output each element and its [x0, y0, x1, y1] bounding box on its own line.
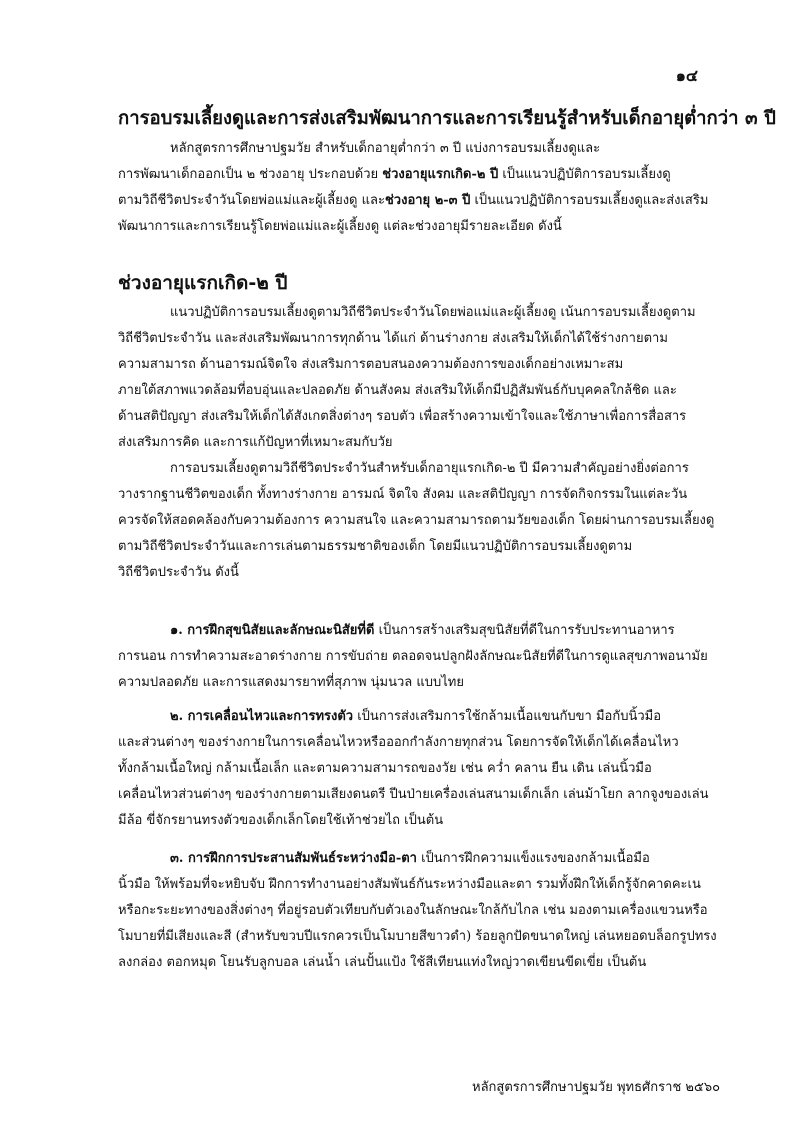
- paragraph-line: การอบรมเลี้ยงดูตามวิถีชีวิตประจำวันสำหรับเด็กอายุแรกเกิด-๒ ปี มีความสำคัญอย่างยิ่งต่อการ: [170, 461, 689, 476]
- paragraph-line: ภายใต้สภาพแวดล้อมที่อบอุ่นและปลอดภัย ด้านสังคม ส่งเสริมให้เด็กมีปฏิสัมพันธ์กับบุคคลใกล้ชิด และ: [118, 383, 677, 398]
- paragraph-line: ด้านสติปัญญา ส่งเสริมให้เด็กได้สังเกตสิ่งต่างๆ รอบตัว เพื่อสร้างความเข้าใจและใช้ภาษาเพื่อการสื่อสาร: [118, 409, 687, 424]
- paragraph-line: ลงกล่อง ตอกหมุด โยนรับลูกบอล เล่นน้ำ เล่นปั้นแป้ง ใช้สีเทียนแท่งใหญ่วาดเขียนขีดเขี่ย เป็นต้น: [118, 955, 647, 970]
- intro-line: ตามวิถีชีวิตประจำวันโดยพ่อแม่และผู้เลี้ยงดู และช่วงอายุ ๒-๓ ปี เป็นแนวปฏิบัติการอบรมเลี้ยงดูและส่งเสริม: [118, 193, 709, 208]
- paragraph-line: วิถีชีวิตประจำวัน ดังนี้: [118, 565, 239, 580]
- paragraph-line: การนอน การทำความสะอาดร่างกาย การขับถ่าย ตลอดจนปลูกฝังลักษณะนิสัยที่ดีในการดูแลสุขภาพอนามัย: [118, 649, 708, 664]
- list-item-first-line: ๑. การฝึกสุขนิสัยและลักษณะนิสัยที่ดี เป็นการสร้างเสริมสุขนิสัยที่ดีในการรับประทานอาหาร: [170, 623, 675, 638]
- paragraph-line: และส่วนต่างๆ ของร่างกายในการเคลื่อนไหวหรือออกกำลังกายทุกส่วน โดยการจัดให้เด็กได้เคลื่อนไหว: [118, 735, 679, 750]
- paragraph-importance: [118, 456, 722, 586]
- section-heading: ช่วงอายุแรกเกิด-๒ ปี: [118, 272, 288, 294]
- paragraph-line: วิถีชีวิตประจำวัน และส่งเสริมพัฒนาการทุกด้าน ได้แก่ ด้านร่างกาย ส่งเสริมให้เด็กได้ใช้ร่างกายตาม: [118, 331, 668, 346]
- paragraph-overview: [118, 300, 722, 456]
- paragraph-line: ส่งเสริมการคิด และการแก้ปัญหาที่เหมาะสมกับวัย: [118, 435, 393, 450]
- list-item-movement: [118, 704, 722, 834]
- paragraph-line: ทั้งกล้ามเนื้อใหญ่ กล้ามเนื้อเล็ก และตามความสามารถของวัย เช่น คว่ำ คลาน ยืน เดิน เล่นนิ้วมือ: [118, 761, 652, 776]
- paragraph-line: มีล้อ ขี่จักรยานทรงตัวของเด็กเล็กโดยใช้เท้าช่วยไถ เป็นต้น: [118, 813, 444, 828]
- intro-paragraph: [118, 136, 722, 240]
- list-item-first-line: ๓. การฝึกการประสานสัมพันธ์ระหว่างมือ-ตา เป็นการฝึกความแข็งแรงของกล้ามเนื้อมือ: [170, 851, 650, 866]
- list-item-first-line: ๒. การเคลื่อนไหวและการทรงตัว เป็นการส่งเสริมการใช้กล้ามเนื้อแขนกับขา มือกับนิ้วมือ: [170, 709, 662, 724]
- page-number: ๑๔: [675, 66, 698, 85]
- paragraph-line: ควรจัดให้สอดคล้องกับความต้องการ ความสนใจ และความสามารถตามวัยของเด็ก โดยผ่านการอบรมเลี้ยงดู: [118, 513, 715, 528]
- intro-line: การพัฒนาเด็กออกเป็น ๒ ช่วงอายุ ประกอบด้วย ช่วงอายุแรกเกิด-๒ ปี เป็นแนวปฏิบัติการอบรมเลี้ยงดู: [118, 167, 671, 182]
- page-title: การอบรมเลี้ยงดูและการส่งเสริมพัฒนาการและการเรียนรู้สำหรับเด็กอายุต่ำกว่า ๓ ปี: [118, 108, 776, 129]
- paragraph-line: แนวปฏิบัติการอบรมเลี้ยงดูตามวิถีชีวิตประจำวันโดยพ่อแม่และผู้เลี้ยงดู เน้นการอบรมเลี้ยงดูตาม: [170, 305, 696, 320]
- page-footer: หลักสูตรการศึกษาปฐมวัย พุทธศักราช ๒๕๖๐: [472, 1080, 720, 1095]
- list-item-hygiene: [118, 618, 722, 696]
- paragraph-line: ความปลอดภัย และการแสดงมารยาทที่สุภาพ นุ่มนวล แบบไทย: [118, 675, 464, 690]
- paragraph-line: หรือกะระยะทางของสิ่งต่างๆ ที่อยู่รอบตัวเทียบกับตัวเองในลักษณะใกล้กับไกล เช่น มองตามเครื่องแขวนหรือ: [118, 903, 708, 918]
- paragraph-line: วางรากฐานชีวิตของเด็ก ทั้งทางร่างกาย อารมณ์ จิตใจ สังคม และสติปัญญา การจัดกิจกรรมในแต่ละวัน: [118, 487, 688, 502]
- intro-line: หลักสูตรการศึกษาปฐมวัย สำหรับเด็กอายุต่ำกว่า ๓ ปี แบ่งการอบรมเลี้ยงดูและ: [170, 141, 601, 156]
- paragraph-line: นิ้วมือ ให้พร้อมที่จะหยิบจับ ฝึกการทำงานอย่างสัมพันธ์กันระหว่างมือและตา รวมทั้งฝึกให้เด็กรู้จักคาดคะเน: [118, 877, 701, 892]
- paragraph-line: ความสามารถ ด้านอารมณ์จิตใจ ส่งเสริมการตอบสนองความต้องการของเด็กอย่างเหมาะสม: [118, 357, 624, 372]
- paragraph-line: เคลื่อนไหวส่วนต่างๆ ของร่างกายตามเสียงดนตรี ปีนป่ายเครื่องเล่นสนามเด็กเล็ก เล่นม้าโยก ลากจูงของเล่น: [118, 787, 709, 802]
- list-item-hand-eye: [118, 846, 722, 976]
- intro-line: พัฒนาการและการเรียนรู้โดยพ่อแม่และผู้เลี้ยงดู แต่ละช่วงอายุมีรายละเอียด ดังนี้: [118, 219, 562, 234]
- paragraph-line: ตามวิถีชีวิตประจำวันและการเล่นตามธรรมชาติของเด็ก โดยมีแนวปฏิบัติการอบรมเลี้ยงดูตาม: [118, 539, 633, 554]
- paragraph-line: โมบายที่มีเสียงและสี (สำหรับขวบปีแรกควรเป็นโมบายสีขาวดำ) ร้อยลูกปัดขนาดใหญ่ เล่นหยอดบล็อกรูปทรง: [118, 929, 717, 944]
